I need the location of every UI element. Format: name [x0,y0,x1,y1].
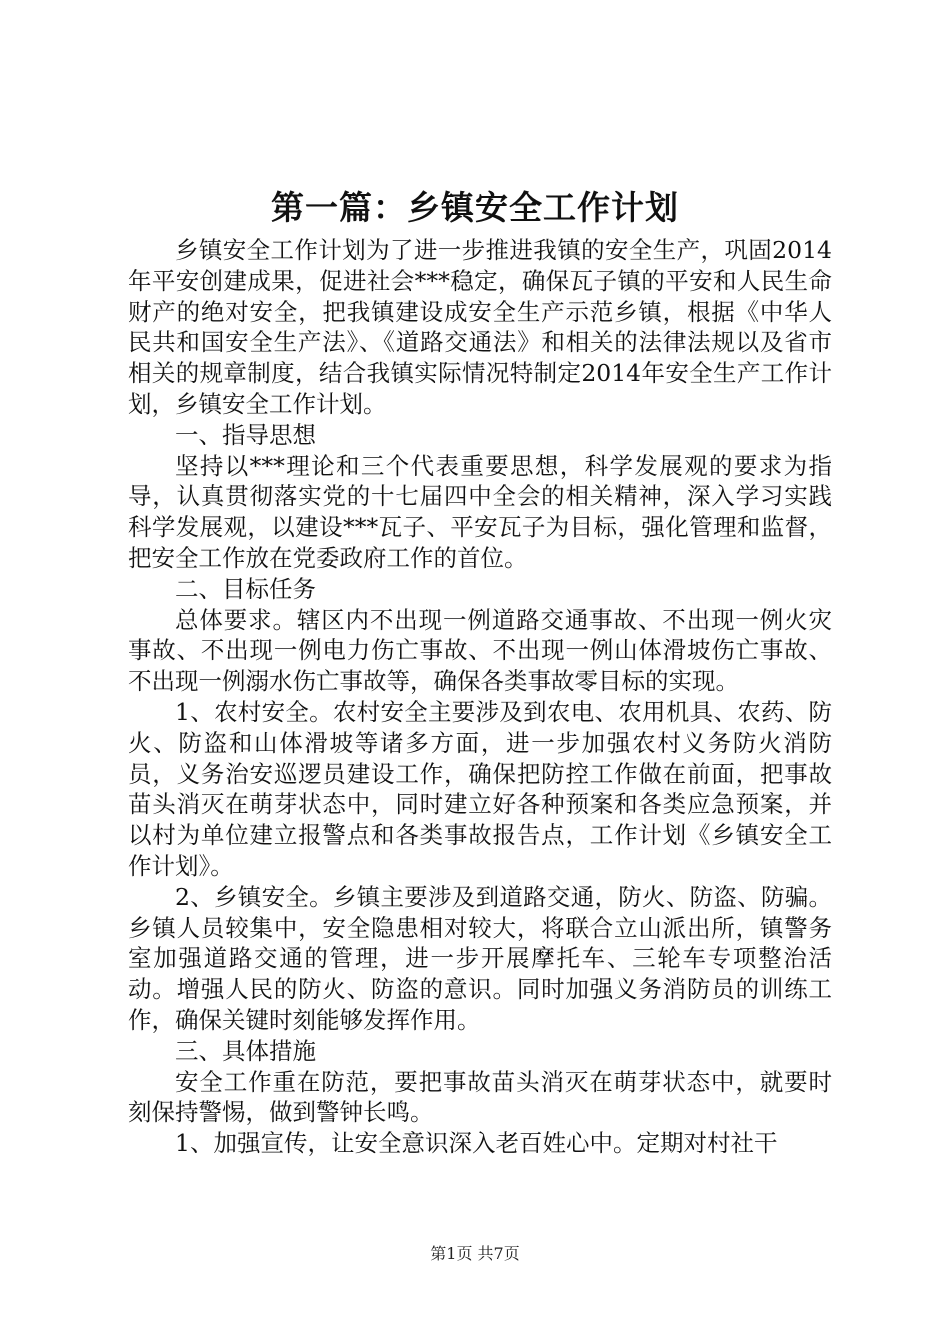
paragraph-measures-intro: 安全工作重在防范，要把事故苗头消灭在萌芽状态中，就要时刻保持警惕，做到警钟长鸣。 [128,1067,832,1127]
paragraph-town-safety: 2、乡镇安全。乡镇主要涉及到道路交通，防火、防盗、防骗。乡镇人员较集中，安全隐患相对较大，将联合立山派出所，镇警务室加强道路交通的管理，进一步开展摩托车、三轮车专项整治活动。增强人民的防火、防盗的意识。同时加强义务消防员的训练工作，确保关键时刻能够发挥作用。 [128,882,832,1034]
section-heading-goals: 二、目标任务 [175,574,316,603]
document-body [128,235,832,1159]
paragraph-intro: 乡镇安全工作计划为了进一步推进我镇的安全生产，巩固2014年平安创建成果，促进社会***稳定，确保瓦子镇的平安和人民生命财产的绝对安全，把我镇建设成安全生产示范乡镇，根据《中华人民共和国安全生产法》、《道路交通法》和相关的法律法规以及省市相关的规章制度，结合我镇实际情况特制定2014年安全生产工作计划，乡镇安全工作计划。 [128,236,832,418]
paragraph-guiding-ideology: 坚持以***理论和三个代表重要思想，科学发展观的要求为指导，认真贯彻落实党的十七届四中全会的相关精神，深入学习实践科学发展观，以建设***瓦子、平安瓦子为目标，强化管理和监督，把安全工作放在党委政府工作的首位。 [128,451,832,572]
page-title: 第一篇：乡镇安全工作计划 [271,188,679,227]
paragraph-rural-safety: 1、农村安全。农村安全主要涉及到农电、农用机具、农药、防火、防盗和山体滑坡等诸多方面，进一步加强农村义务防火消防员，义务治安巡逻员建设工作，确保把防控工作做在前面，把事故苗头消灭在萌芽状态中，同时建立好各种预案和各类应急预案，并以村为单位建立报警点和各类事故报告点，工作计划《乡镇安全工作计划》。 [128,697,832,880]
section-heading-guiding-ideology: 一、指导思想 [175,420,316,449]
paragraph-publicity: 1、加强宣传，让安全意识深入老百姓心中。定期对村社干 [175,1129,778,1158]
page-number-footer: 第1页 共7页 [430,1244,520,1263]
paragraph-overall-requirements: 总体要求。辖区内不出现一例道路交通事故、不出现一例火灾事故、不出现一例电力伤亡事故、不出现一例山体滑坡伤亡事故、不出现一例溺水伤亡事故等，确保各类事故零目标的实现。 [128,605,832,696]
section-heading-measures: 三、具体措施 [175,1036,316,1065]
